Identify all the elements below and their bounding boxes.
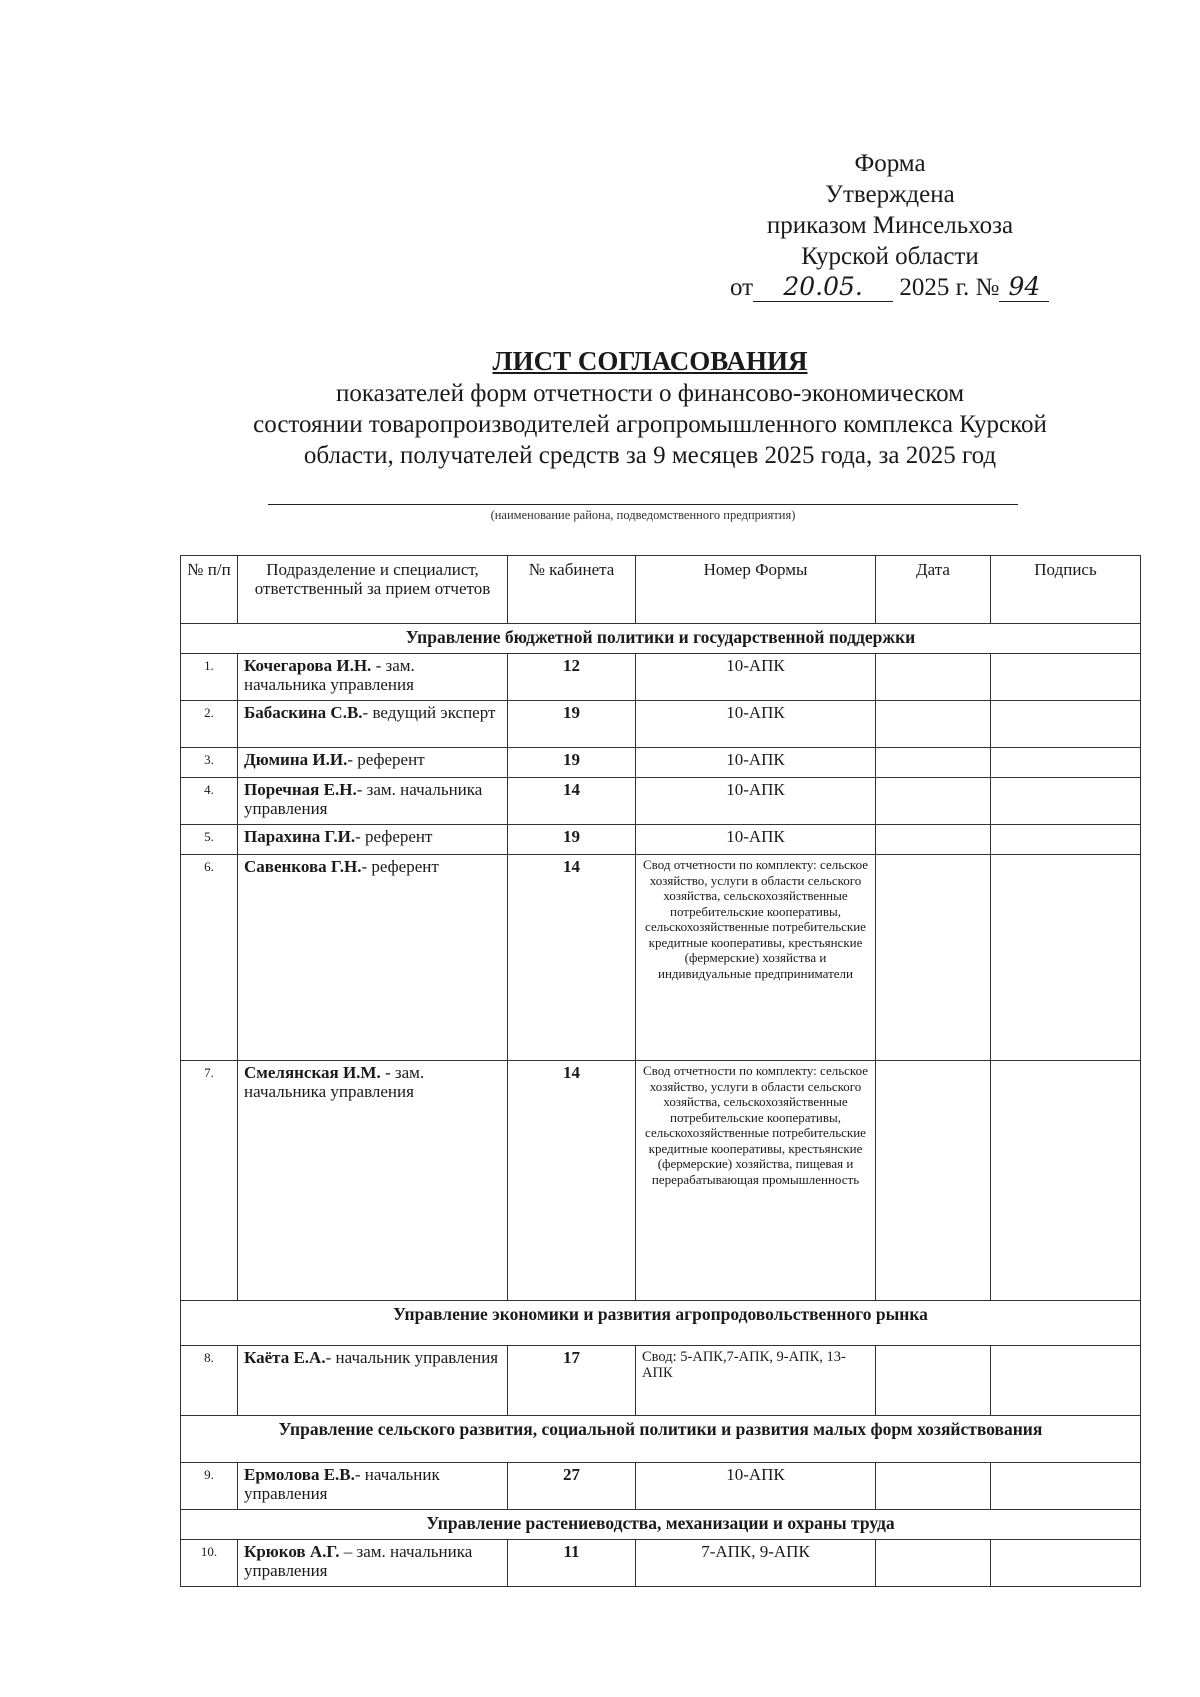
specialist-role: - зам. начальника управления (244, 656, 415, 694)
section-title: Управление бюджетной политики и государственной поддержки (181, 624, 1141, 654)
row-signature-cell (991, 855, 1141, 1061)
specialist-role: - начальник управления (325, 1348, 499, 1367)
specialist-role: - референт (355, 827, 433, 846)
row-date-cell (876, 1061, 991, 1301)
row-signature-cell (991, 1540, 1141, 1587)
specialist-role: - референт (361, 857, 439, 876)
row-form: Свод отчетности по комплекту: сельское хозяйство, услуги в области сельского хозяйства, сельскохозяйственные потребительские кооперативы, сельскохозяйственные потребительские кредитные кооперативы, крестьянские (фермерские) хозяйства, пищевая и перерабатывающая промышленность (636, 1061, 876, 1301)
row-signature-cell (991, 825, 1141, 855)
row-specialist (238, 855, 508, 1061)
specialist-name: Парахина Г.И. (244, 827, 356, 846)
row-form: 10-АПК (636, 778, 876, 825)
specialist-name: Савенкова Г.Н. (244, 857, 362, 876)
row-date-cell (876, 1346, 991, 1416)
approval-region-label: Курской области (801, 243, 979, 270)
approval-date-handwritten: 20.05. (753, 273, 893, 302)
row-specialist (238, 701, 508, 748)
row-date-cell (876, 654, 991, 701)
row-signature-cell (991, 778, 1141, 825)
section-title: Управление сельского развития, социальной политики и развития малых форм хозяйствования (181, 1416, 1141, 1463)
specialist-name: Кочегарова И.Н. (244, 656, 372, 675)
row-number: 1. (181, 654, 238, 701)
approval-number-handwritten: 94 (999, 273, 1049, 302)
row-specialist (238, 1346, 508, 1416)
row-number: 9. (181, 1463, 238, 1510)
approval-form-label: Форма (854, 150, 926, 177)
specialist-name: Дюмина И.И. (244, 750, 348, 769)
approval-date-line (700, 272, 1080, 303)
specialist-name: Бабаскина С.В. (244, 703, 363, 722)
row-number: 8. (181, 1346, 238, 1416)
specialist-role: – зам. начальника управления (244, 1542, 473, 1580)
section-row (181, 1510, 1141, 1540)
row-date-cell (876, 748, 991, 778)
row-cabinet: 19 (508, 701, 636, 748)
document-heading: ЛИСТ СОГЛАСОВАНИЯ (492, 346, 808, 376)
row-cabinet: 14 (508, 1061, 636, 1301)
table-row (181, 1463, 1141, 1510)
table-header-row (181, 556, 1141, 624)
row-signature-cell (991, 1463, 1141, 1510)
section-title: Управление экономики и развития агропродовольственного рынка (181, 1301, 1141, 1346)
row-signature-cell (991, 701, 1141, 748)
specialist-name: Смелянская И.М. (244, 1063, 381, 1082)
row-form: 10-АПК (636, 701, 876, 748)
row-cabinet: 17 (508, 1346, 636, 1416)
row-cabinet: 14 (508, 778, 636, 825)
row-form: 10-АПК (636, 825, 876, 855)
row-date-cell (876, 825, 991, 855)
approval-approved-label: Утверждена (825, 181, 955, 208)
row-specialist (238, 778, 508, 825)
table-row (181, 748, 1141, 778)
approval-table (180, 555, 1141, 1587)
table-row (181, 1061, 1141, 1301)
row-form: Свод: 5-АПК,7-АПК, 9-АПК, 13-АПК (636, 1346, 876, 1416)
row-number: 2. (181, 701, 238, 748)
specialist-name: Крюков А.Г. (244, 1542, 340, 1561)
table-row (181, 825, 1141, 855)
specialist-role: - зам. начальника управления (244, 780, 483, 818)
row-number: 4. (181, 778, 238, 825)
table-row (181, 654, 1141, 701)
row-date-cell (876, 701, 991, 748)
document-title (160, 344, 1140, 471)
row-cabinet: 14 (508, 855, 636, 1061)
row-signature-cell (991, 654, 1141, 701)
table-row (181, 1346, 1141, 1416)
row-cabinet: 19 (508, 825, 636, 855)
row-form: 10-АПК (636, 654, 876, 701)
district-name-caption: (наименование района, подведомственного предприятия) (490, 508, 796, 522)
row-date-cell (876, 1540, 991, 1587)
row-form: 10-АПК (636, 748, 876, 778)
specialist-role: - референт (347, 750, 425, 769)
row-number: 3. (181, 748, 238, 778)
approval-stamp-block (700, 148, 1080, 303)
header-num: № п/п (181, 556, 238, 624)
row-specialist (238, 825, 508, 855)
row-cabinet: 19 (508, 748, 636, 778)
header-date: Дата (876, 556, 991, 624)
row-signature-cell (991, 748, 1141, 778)
specialist-name: Поречная Е.Н. (244, 780, 357, 799)
approval-order-label: приказом Минсельхоза (766, 212, 1014, 239)
row-cabinet: 11 (508, 1540, 636, 1587)
section-row (181, 624, 1141, 654)
section-title: Управление растениеводства, механизации и охраны труда (181, 1510, 1141, 1540)
row-specialist (238, 1463, 508, 1510)
row-date-cell (876, 1463, 991, 1510)
specialist-name: Каёта Е.А. (244, 1348, 326, 1367)
document-subtitle-line-3: области, получателей средств за 9 месяцев 2025 года, за 2025 год (303, 442, 997, 469)
row-number: 6. (181, 855, 238, 1061)
section-row (181, 1301, 1141, 1346)
row-cabinet: 27 (508, 1463, 636, 1510)
header-cabinet: № кабинета (508, 556, 636, 624)
header-form: Номер Формы (636, 556, 876, 624)
row-specialist (238, 654, 508, 701)
table-row (181, 1540, 1141, 1587)
row-signature-cell (991, 1346, 1141, 1416)
row-specialist (238, 1540, 508, 1587)
row-specialist (238, 748, 508, 778)
specialist-role: - начальник управления (244, 1465, 440, 1503)
row-date-cell (876, 855, 991, 1061)
specialist-name: Ермолова Е.В. (244, 1465, 355, 1484)
row-specialist (238, 1061, 508, 1301)
row-form: 7-АПК, 9-АПК (636, 1540, 876, 1587)
row-date-cell (876, 778, 991, 825)
row-number: 10. (181, 1540, 238, 1587)
row-form: Свод отчетности по комплекту: сельское хозяйство, услуги в области сельского хозяйства, сельскохозяйственные потребительские кооперативы, сельскохозяйственные потребительские кредитные кооперативы, крестьянские (фермерские) хозяйства и индивидуальные предприниматели (636, 855, 876, 1061)
header-specialist: Подразделение и специалист, ответственный за прием отчетов (238, 556, 508, 624)
specialist-role: - ведущий эксперт (362, 703, 496, 722)
specialist-role: - зам. начальника управления (244, 1063, 425, 1101)
row-cabinet: 12 (508, 654, 636, 701)
approval-year-suffix: 2025 г. № (899, 274, 1000, 301)
table-row (181, 855, 1141, 1061)
document-subtitle-line-1: показателей форм отчетности о финансово-экономическом (335, 380, 965, 407)
row-form: 10-АПК (636, 1463, 876, 1510)
table-row (181, 701, 1141, 748)
row-number: 7. (181, 1061, 238, 1301)
document-subtitle-line-2: состоянии товаропроизводителей агропромышленного комплекса Курской (253, 411, 1047, 438)
row-signature-cell (991, 1061, 1141, 1301)
header-signature: Подпись (991, 556, 1141, 624)
district-name-blank (268, 504, 1018, 505)
table-row (181, 778, 1141, 825)
approval-date-prefix: от (730, 274, 754, 301)
section-row (181, 1416, 1141, 1463)
row-number: 5. (181, 825, 238, 855)
